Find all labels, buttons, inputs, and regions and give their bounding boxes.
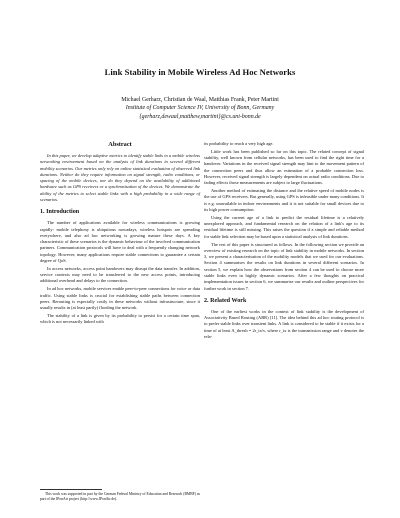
- paper-title: Link Stability in Mobile Wireless Ad Hoc Networks: [104, 67, 296, 77]
- body-paragraph: Using the current age of a link to predict the residual lifetime is a relatively unexplored approach, and fundamental research on the relation of a link's age to its residual lifetime is still missing. This raises the question if a simple and reliable method for stable link selection may be based upon a statistical analysis of link durations.: [204, 214, 364, 239]
- body-paragraph: its probability to reach a very high age.: [204, 141, 274, 146]
- author-names: Michael Gerharz, Christian de Waal, Matthias Frank, Peter Martini: [121, 97, 279, 103]
- body-paragraph: In access networks, access point handovers may disrupt the data transfer. In addition, service contexts may need to be transferred to the new access points, introducing additional overhead and delays to the connection.: [40, 265, 200, 284]
- left-column: [40, 141, 200, 327]
- abstract-text: In this paper, we develop adaptive metrics to identify stable links in a mobile wireless networking environment based on the analysis of link durations in several different mobility scenarios. Our metrics only rely on online statistical evaluation of observed link durations. Neither do they require information on signal strength, radio conditions, or spacing of the mobile devices, nor do they depend on the availability of additional hardware such as GPS receivers or a synchronisation of the devices. We demonstrate the ability of the metrics to select stable links with a high probability in a wide range of scenarios.: [40, 153, 200, 202]
- body-paragraph: Little work has been published so far on this topic. The related concept of signal stability, well known from cellular networks, has been used to find the right time for a handover. Variations in the received signal strength may hint to the movement pattern of the connection peers and thus allow an estimation of a probable connection loss. However, received signal strength is largely dependent on actual radio conditions. Due to fading effects those measurements are subject to large fluctuations.: [204, 148, 364, 186]
- body-paragraph: One of the earliest works in the context of link stability is the development of Associativity Based Routing (ABR) [11]. The idea behind this ad hoc routing protocol is to prefer stable links over transient links. A link is considered to be stable if it exists for a time of at least A_thresh = 2r_tx/v, where r_tx is the transmission range and v denotes the rela-: [204, 308, 364, 339]
- body-paragraph: Another method of estimating the distance and the relative speed of mobile nodes is the use of GPS receivers. But generally, using GPS is infeasible under many conditions. It is e.g. unavailable in indoor environments and it is not suitable for small devices due to its high power consumption.: [204, 188, 364, 212]
- section-heading-introduction: 1. Introduction: [40, 209, 80, 216]
- body-paragraph: The number of applications available for wireless communications is growing rapidly: mobile telephony is ubiquitous nowadays, wireless hotspots are spreading everywhere, and also ad hoc networking is growing mature these days. A key characteristic of these scenarios is the dynamic behaviour of the involved communication partners. Communication protocols will have to deal with a frequently changing network topology. However, many applications require stable connections to guarantee a certain degree of QoS.: [40, 220, 200, 263]
- footnote: [40, 492, 200, 502]
- abstract-heading: Abstract: [108, 141, 132, 148]
- body-paragraph: The rest of this paper is structured as follows. In the following section we provide an overview of existing research on the topic of link stability in mobile networks. In section 3, we present a characterisation of the mobility models that we used for our evaluations. Section 4 summarises the results on link durations in several different scenarios. In section 5, we explain how the observations from section 4 can be used to choose more stable links even in highly dynamic scenarios. After a few thoughts on practical implementation issues in section 6, we summarise our results and outline perspectives for further work in section 7.: [204, 241, 364, 291]
- section-heading-related-work: 2. Related Work: [204, 297, 247, 304]
- author-affiliation: Institute of Computer Science IV, University of Bonn, Germany: [125, 105, 275, 112]
- right-column: [204, 141, 364, 342]
- author-block: [0, 96, 400, 121]
- author-email: {gerharz,dewaal,matthew,martini}@cs.uni-bonn.de: [139, 113, 261, 120]
- body-paragraph: The stability of a link is given by its probability to persist for a certain time span, which is not necessarily linked with: [40, 312, 200, 325]
- footnote-text: This work was supported in part by the German Federal Ministry of Education and Research (BMBF) as part of the IPonAir project (http://www.IPonAir.de).: [40, 492, 200, 501]
- body-paragraph: In ad hoc networks, mobile services enable peer-to-peer connections for voice or data traffic. Using stable links is crucial for establishing stable paths between connection peers. Rerouting is especially costly in these networks without infrastructure, since it usually results in (at least partly) flooding the network.: [40, 286, 200, 311]
- footnote-rule: [40, 489, 102, 490]
